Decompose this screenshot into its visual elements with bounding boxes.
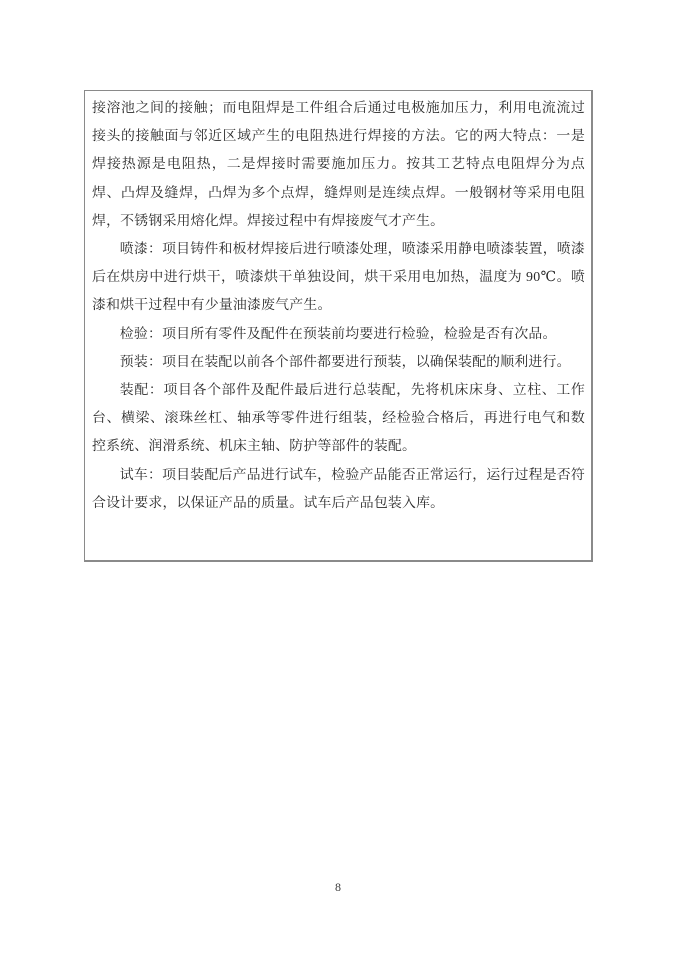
para-welding-continued: 接溶池之间的接触；而电阻焊是工件组合后通过电极施加压力，利用电流流过接头的接触面与邻近区域产生的电阻热进行焊接的方法。它的两大特点：一是焊接热源是电阻热，二是焊接时需要施加压力。按其工艺特点电阻焊分为点焊、凸焊及缝焊，凸焊为多个点焊，缝焊则是连续点焊。一般钢材等采用电阻焊，不锈钢采用熔化焊。焊接过程中有焊接废气才产生。	[92, 101, 585, 229]
para-painting: 喷漆：项目铸件和板材焊接后进行喷漆处理，喷漆采用静电喷漆装置，喷漆后在烘房中进行烘干，喷漆烘干单独设间，烘干采用电加热，温度为 90℃。喷漆和烘干过程中有少量油漆废气产生。	[92, 242, 585, 314]
para-inspection: 检验：项目所有零件及配件在预装前均要进行检验，检验是否有次品。	[119, 326, 557, 342]
para-preassembly: 预装：项目在装配以前各个部件都要进行预装，以确保装配的顺利进行。	[119, 354, 571, 370]
para-test-run: 试车：项目装配后产品进行试车，检验产品能否正常运行，运行过程是否符合设计要求，以保证产品的质量。试车后产品包装入库。	[92, 467, 585, 511]
page-number: 8	[335, 880, 341, 894]
process-description-cell	[84, 90, 593, 562]
para-assembly: 装配：项目各个部件及配件最后进行总装配，先将机床床身、立柱、工作台、横梁、滚珠丝杠、轴承等零件进行组装，经检验合格后，再进行电气和数控系统、润滑系统、机床主轴、防护等部件的装配。	[92, 383, 585, 455]
